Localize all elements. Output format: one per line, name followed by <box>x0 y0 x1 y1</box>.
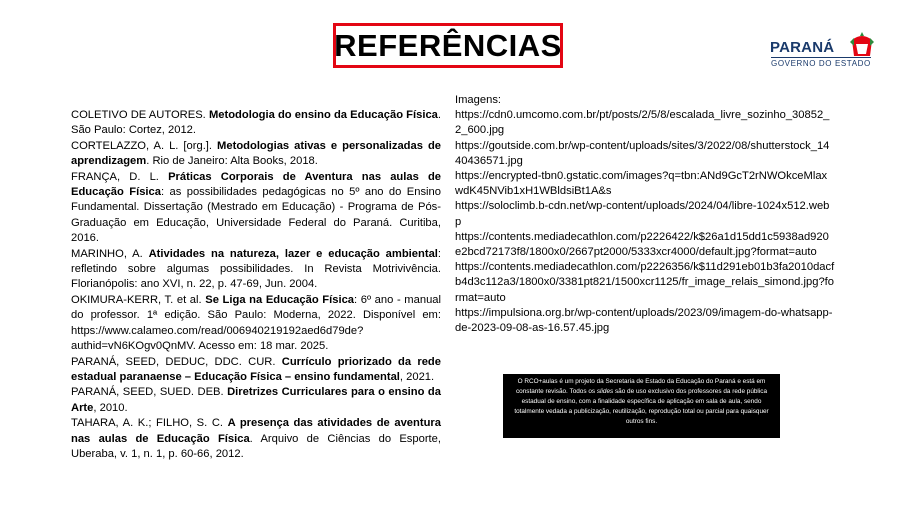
image-credits <box>455 93 835 336</box>
page-title: REFERÊNCIAS <box>334 27 562 63</box>
reference-item: MARINHO, A. Atividades na natureza, lazer e educação ambiental: refletindo sobre algumas possibilidades. In Revista Motrivivência. Florianópolis: ano XVI, n. 22, p. 47-69, Jun. 2004. <box>71 247 442 291</box>
reference-item: PARANÁ, SEED, DEDUC, DDC. CUR. Currículo priorizado da rede estadual paranaense – Educação Física – ensino fundamental, 2021. <box>71 355 441 383</box>
logo-name: PARANÁ <box>770 39 835 56</box>
references-list <box>71 108 441 462</box>
parana-logo <box>770 30 880 70</box>
parana-flag-icon <box>848 30 876 58</box>
reference-item: PARANÁ, SEED, SUED. DEB. Diretrizes Curriculares para o ensino da Arte, 2010. <box>71 386 441 414</box>
page-title-box <box>333 23 563 68</box>
image-url[interactable]: https://soloclimb.b-cdn.net/wp-content/uploads/2024/04/libre-1024x512.webp <box>455 200 830 228</box>
logo-subtitle: GOVERNO DO ESTADO <box>771 59 871 68</box>
image-url[interactable]: https://impulsiona.org.br/wp-content/uploads/2023/09/imagem-do-whatsapp-de-2023-09-08-as-16.57.45.jpg <box>455 306 833 335</box>
reference-item: COLETIVO DE AUTORES. Metodologia do ensino da Educação Física. São Paulo: Cortez, 2012. <box>71 109 442 137</box>
usage-notice: O RCO+aulas é um projeto da Secretaria de Estado da Educação do Paraná e está em constante revisão. Todos os slides são de uso exclusivo dos professores da rede pública estadual de ensino, com a finalidade específica de aplicação em sala de aula, sendo totalmente vedada a publicização, reutilização, reprodução total ou parcial para quaisquer outros fins. <box>503 374 780 438</box>
image-url[interactable]: https://goutside.com.br/wp-content/uploads/sites/3/2022/08/shutterstock_1440436571.jpg <box>455 139 830 167</box>
reference-item: TAHARA, A. K.; FILHO, S. C. A presença das atividades de aventura nas aulas de Educação Física. Arquivo de Ciências do Esporte, Uberaba, v. 1, n. 1, p. 60-66, 2012. <box>71 417 441 460</box>
image-credits-heading: Imagens: <box>455 94 502 106</box>
reference-item: OKIMURA-KERR, T. et al. Se Liga na Educação Física: 6º ano - manual do professor. 1ª edição. São Paulo: Moderna, 2022. Disponível em: https://www.calameo.com/read/006940219192aed6d79de?authid=vN6KOgv0QnMV. Acesso em: 18 mar. 2025. <box>71 293 441 353</box>
image-url[interactable]: https://cdn0.umcomo.com.br/pt/posts/2/5/8/escalada_livre_sozinho_30852_2_600.jpg <box>455 109 830 137</box>
image-url[interactable]: https://contents.mediadecathlon.com/p2226422/k$26a1d15dd1c5938ad920e2bcd72173f8/1800x0/2667pt2000/5333xcr4000/default.jpg?format=auto <box>455 230 829 259</box>
reference-item: FRANÇA, D. L. Práticas Corporais de Aventura nas aulas de Educação Física: as possibilidades pedagógicas no 5º ano do Ensino Fundamental. Dissertação (Mestrado em Educação) - Programa de Pós-Graduação em Educação, Universidade Federal do Paraná. Curitiba, 2016. <box>71 170 442 245</box>
reference-item: CORTELAZZO, A. L. [org.]. Metodologias ativas e personalizadas de aprendizagem. Rio de Janeiro: Alta Books, 2018. <box>71 139 442 168</box>
image-url[interactable]: https://encrypted-tbn0.gstatic.com/images?q=tbn:ANd9GcT2rNWOkceMlaxwdK45NVib1xH1WBldsiBt1A&s <box>455 170 828 198</box>
image-url[interactable]: https://contents.mediadecathlon.com/p2226356/k$11d291eb01b3fa2010dacfb4d3c112a3/1800x0/3381pt821/1500xcr1125/fr_image_relais_simond.jpg?format=auto <box>455 261 835 304</box>
